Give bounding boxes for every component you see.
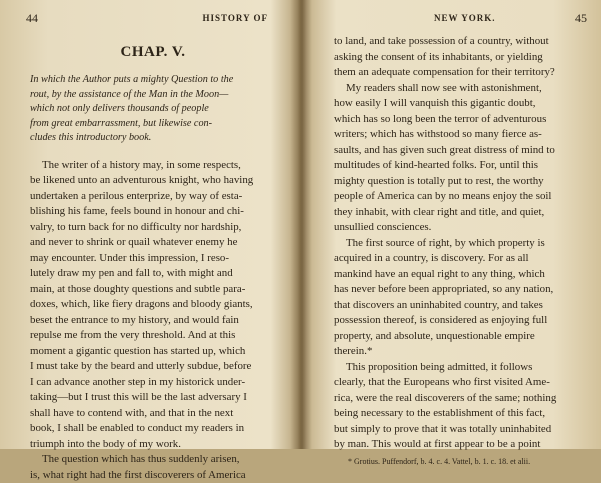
body-line: but simply to prove that it was totally uninhabited (334, 422, 579, 438)
body-line: My readers shall now see with astonishment, (334, 81, 579, 97)
body-line: The question which has thus suddenly arisen, (30, 452, 276, 468)
body-line: triumph into the body of my work. (30, 437, 276, 453)
body-line: possession thereof, is considered as enjoying full (334, 313, 579, 329)
body-line: and never to shrink or quail whatever enemy he (30, 235, 276, 251)
page-number: 45 (575, 11, 587, 26)
body-line: repulse me from the very threshold. And at this (30, 328, 276, 344)
left-body-text (30, 158, 276, 483)
running-head: NEW YORK. (434, 13, 496, 23)
running-head: HISTORY OF (203, 13, 268, 23)
right-page-header (334, 10, 579, 28)
body-line: they inhabit, with clear right and title, and quiet, (334, 205, 579, 221)
body-line: book, I shall be enabled to conduct my readers in (30, 421, 276, 437)
body-line: lutely draw my pen and fall to, with might and (30, 266, 276, 282)
body-line: is, what right had the first discoverers of America (30, 468, 276, 483)
body-line: asking the consent of its inhabitants, or yielding (334, 50, 579, 66)
body-line: multitudes of kind-hearted folks. For, until this (334, 158, 579, 174)
chapter-summary (30, 73, 276, 146)
body-line: clearly, that the Europeans who first visited Ame- (334, 375, 579, 391)
body-line: them an adequate compensation for their territory? (334, 65, 579, 81)
body-line: This proposition being admitted, it follows (334, 360, 579, 376)
body-line: The first source of right, by which property is (334, 236, 579, 252)
body-line: beset the entrance to my history, and would fain (30, 313, 276, 329)
body-line: doxes, which, like fiery dragons and bloody giants, (30, 297, 276, 313)
page-number: 44 (26, 11, 38, 26)
body-line: property, and absolute, unquestionable empire (334, 329, 579, 345)
body-line: therein.* (334, 344, 579, 360)
summary-line: rout, by the assistance of the Man in the Moon— (34, 88, 276, 103)
body-line: has never before been appropriated, so any nation, (334, 282, 579, 298)
body-line: I must take by the beard and utterly subdue, before (30, 359, 276, 375)
body-line: may encounter. Under this impression, I reso- (30, 251, 276, 267)
body-line: acquired in a country, is discovery. For as all (334, 251, 579, 267)
body-line: shall have to contend with, and that in the next (30, 406, 276, 422)
body-line: rica, were the real discoverers of the same; nothing (334, 391, 579, 407)
body-line: which has so long been the terror of adventurous (334, 112, 579, 128)
summary-line: which not only delivers thousands of people (34, 102, 276, 117)
summary-line: In which the Author puts a mighty Question to the (34, 73, 276, 88)
summary-line: from great embarrassment, but likewise con- (34, 117, 276, 132)
right-page (306, 0, 601, 449)
left-page (0, 0, 298, 449)
footnote: * Grotius. Puffendorf, b. 4. c. 4. Vattel, b. 1. c. 18. et alii. (334, 457, 579, 466)
right-body-text (334, 34, 579, 453)
summary-line: cludes this introductory book. (34, 131, 276, 146)
body-line: valry, to turn back for no difficulty nor hardship, (30, 220, 276, 236)
body-line: mighty question is totally put to rest, the worthy (334, 174, 579, 190)
body-line: saults, and has given such great distress of mind to (334, 143, 579, 159)
body-line: undertaken a perilous enterprize, by way of esta- (30, 189, 276, 205)
body-line: people of America can by no means enjoy the soil (334, 189, 579, 205)
body-line: unsullied consciences. (334, 220, 579, 236)
body-line: writers; which has withstood so many fierce as- (334, 127, 579, 143)
body-line: mankind have an equal right to any thing, which (334, 267, 579, 283)
body-line: moment a gigantic question has started up, which (30, 344, 276, 360)
body-line: The writer of a history may, in some respects, (30, 158, 276, 174)
body-line: taking—but I trust this will be the last adversary I (30, 390, 276, 406)
body-line: that discovers an uninhabited country, and takes (334, 298, 579, 314)
body-line: I can advance another step in my historick under- (30, 375, 276, 391)
left-page-header (30, 10, 276, 28)
body-line: main, at those doughty questions and subtle para- (30, 282, 276, 298)
body-line: blishing his fame, feels bound in honour and chi- (30, 204, 276, 220)
body-line: how easily I will vanquish this gigantic doubt, (334, 96, 579, 112)
body-line: being necessary to the establishment of this fact, (334, 406, 579, 422)
chapter-heading: CHAP. V. (30, 44, 276, 61)
body-line: by man. This would at first appear to be a point (334, 437, 579, 453)
body-line: to land, and take possession of a country, without (334, 34, 579, 50)
body-line: be likened unto an adventurous knight, who having (30, 173, 276, 189)
